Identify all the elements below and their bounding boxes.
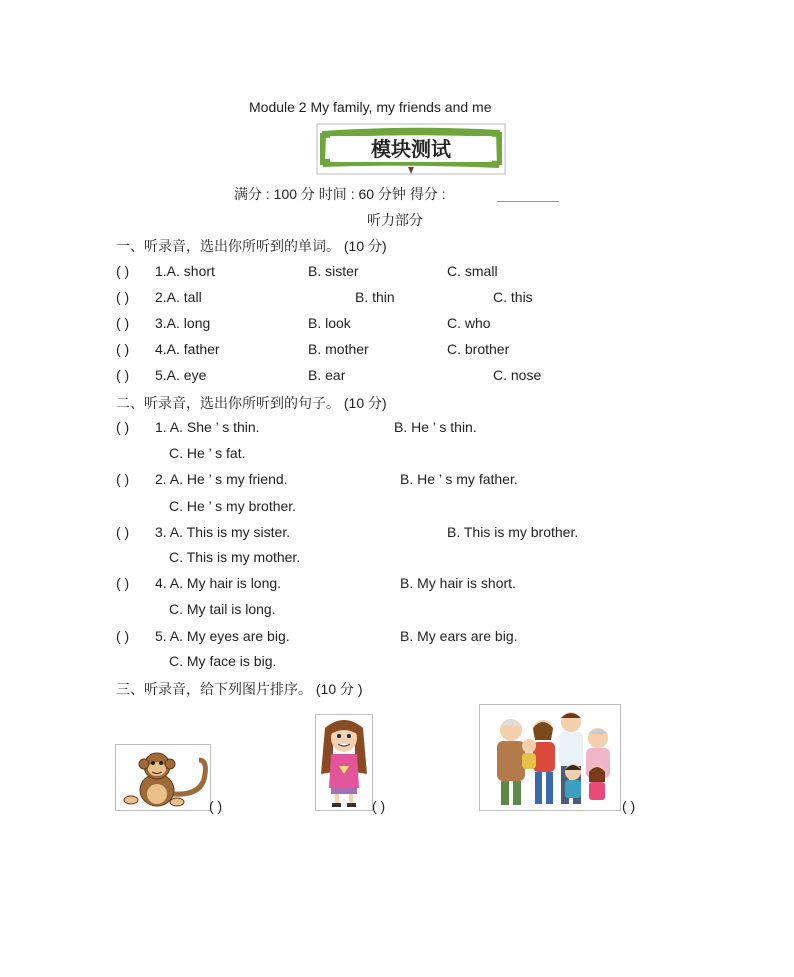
option-b: B. My ears are big. xyxy=(400,628,518,644)
option-b: B. My hair is short. xyxy=(400,575,516,591)
option-b: B. He ’ s my father. xyxy=(400,471,518,487)
option-b: B. This is my brother. xyxy=(447,524,579,540)
option-c: C. who xyxy=(447,315,491,331)
order-blank-3[interactable]: ( ) xyxy=(622,798,636,814)
option-a: 4.A. father xyxy=(155,341,220,357)
option-b: B. thin xyxy=(355,289,395,305)
order-blank-2[interactable]: ( ) xyxy=(372,798,386,814)
option-b: B. ear xyxy=(308,367,346,383)
answer-blank[interactable]: ( ) xyxy=(116,367,130,383)
girl-picture xyxy=(315,714,373,811)
option-b: B. mother xyxy=(308,341,369,357)
section2-heading: 二、听录音，选出你所听到的句子。 (10 分) xyxy=(116,395,387,411)
option-c: C. small xyxy=(447,263,498,279)
answer-blank[interactable]: ( ) xyxy=(116,263,130,279)
section1-heading: 一、听录音，选出你所听到的单词。 (10 分) xyxy=(116,238,387,254)
answer-blank[interactable]: ( ) xyxy=(116,524,130,540)
banner-text: 模块测试 xyxy=(371,137,451,161)
family-picture xyxy=(479,704,621,811)
option-a: 5.A. eye xyxy=(155,367,207,383)
option-a: 5. A. My eyes are big. xyxy=(155,628,290,644)
option-a: 2.A. tall xyxy=(155,289,202,305)
option-c: C. He ’ s fat. xyxy=(169,445,246,461)
option-c: C. This is my mother. xyxy=(169,549,301,565)
option-c: C. My tail is long. xyxy=(169,601,276,617)
answer-blank[interactable]: ( ) xyxy=(116,628,130,644)
score-blank[interactable] xyxy=(497,201,559,202)
test-banner xyxy=(316,123,506,175)
page-title: Module 2 My family, my friends and me xyxy=(249,99,492,115)
option-a: 1.A. short xyxy=(155,263,215,279)
option-c: C. brother xyxy=(447,341,510,357)
score-line: 满分 : 100 分 时间 : 60 分钟 得分 : xyxy=(234,186,446,202)
option-a: 1. A. She ’ s thin. xyxy=(155,419,260,435)
option-c: C. He ’ s my brother. xyxy=(169,498,297,514)
option-c: C. nose xyxy=(493,367,542,383)
order-blank-1[interactable]: ( ) xyxy=(209,798,223,814)
answer-blank[interactable]: ( ) xyxy=(116,289,130,305)
option-c: C. this xyxy=(493,289,533,305)
option-c: C. My face is big. xyxy=(169,653,277,669)
answer-blank[interactable]: ( ) xyxy=(116,419,130,435)
option-a: 2. A. He ’ s my friend. xyxy=(155,471,288,487)
option-a: 4. A. My hair is long. xyxy=(155,575,282,591)
option-a: 3.A. long xyxy=(155,315,211,331)
answer-blank[interactable]: ( ) xyxy=(116,575,130,591)
option-b: B. sister xyxy=(308,263,359,279)
option-a: 3. A. This is my sister. xyxy=(155,524,291,540)
option-b: B. He ’ s thin. xyxy=(394,419,477,435)
answer-blank[interactable]: ( ) xyxy=(116,471,130,487)
part-label: 听力部分 xyxy=(367,212,423,228)
section3-heading: 三、听录音，给下列图片排序。 (10 分 ) xyxy=(116,681,363,697)
option-b: B. look xyxy=(308,315,351,331)
answer-blank[interactable]: ( ) xyxy=(116,341,130,357)
answer-blank[interactable]: ( ) xyxy=(116,315,130,331)
monkey-picture xyxy=(115,744,211,811)
